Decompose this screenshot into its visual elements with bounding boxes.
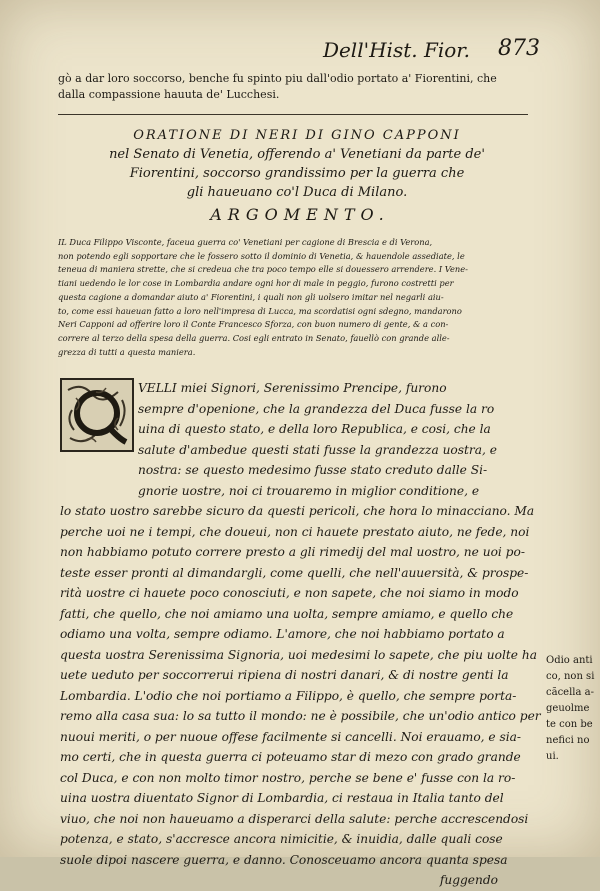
marginal-note-line: te con be (546, 719, 593, 730)
body-line: remo alla casa sua: lo sa tutto il mondo: ne è possibile, che un'odio antico per (60, 709, 541, 723)
body-line: Lombardia. L'odio che noi portiamo a Filippo, è quello, che sempre porta- (60, 688, 517, 703)
section-rule (58, 114, 528, 115)
body-line: teste esser pronti al dimandargli, come quelli, che nell'auuersità, & prospe- (60, 565, 529, 580)
argomento-line: grezza di tutti a questa maniera. (58, 346, 196, 357)
body-line: suole dipoi nascere guerra, e danno. Conosceuamo ancora quanta spesa (60, 852, 508, 867)
marginal-note-line: nefici no (546, 735, 590, 746)
body-line: odiamo una volta, sempre odiamo. L'amore, che noi habbiamo portato a (60, 627, 505, 641)
oration-title (62, 126, 532, 202)
body-line: non habbiamo potuto correre presto a gli rimedij del mal uostro, ne uoi po- (60, 545, 525, 559)
argomento-line: correre al terzo della spesa della guerra. Cosi egli entrato in Senato, fauellò con grande alle- (58, 332, 450, 343)
oration-title-line: gli haueuano co'l Duca di Milano. (186, 185, 408, 200)
top-line: gò a dar loro soccorso, benche fu spinto piu dall'odio portato a' Fiorentini, che (58, 72, 497, 85)
body-line: questa uostra Serenissima Signoria, uoi medesimi lo sapete, che piu uolte ha (60, 647, 537, 662)
marginal-note-line: Odio anti (546, 655, 593, 666)
body-line: nostra: se questo medesimo fusse stato creduto dalle Si- (138, 463, 488, 477)
body-line: salute d'ambedue questi stati fusse la grandezza uostra, e (138, 442, 497, 457)
catchword: fuggendo (439, 873, 498, 887)
argomento-line: tiani uedendo le lor cose in Lombardia andare ogni hor di male in peggio, furono costretti per (58, 278, 454, 289)
argomento-line: Neri Capponi ad offerire loro il Conte Francesco Sforza, con buon numero di gente, & a con- (58, 319, 449, 330)
body-line: uete ueduto per soccorrerui ripiena di nostri danari, & di nostre genti la (60, 668, 509, 682)
oration-body (60, 378, 541, 891)
marginal-note-line: geuolme (546, 703, 590, 714)
body-line: rità uostre ci hauete poco conosciuti, e non sapete, che noi siamo in modo (60, 586, 519, 600)
marginal-note-line: cãcella a- (546, 687, 594, 698)
oration-title-line: nel Senato di Venetia, offerendo a' Venetiani da parte de' (109, 147, 485, 162)
argomento-summary (58, 236, 536, 359)
top-line: dalla compassione hauuta de' Lucchesi. (58, 88, 280, 101)
body-line: mo certi, che in questa guerra ci poteuamo star di mezo con grado grande (60, 750, 521, 764)
oration-title-line: ORATIONE DI NERI DI GINO CAPPONI (133, 128, 461, 143)
body-line: perche uoi ne i tempi, che doueui, non ci hauete prestato aiuto, ne fede, noi (60, 524, 530, 539)
page-number: 873 (498, 36, 540, 61)
argomento-line: non potendo egli sopportare che le fossero sotto il dominio di Venetia, & hauendole assediate, le (58, 250, 465, 261)
argomento-line: questa cagione a domandar aiuto a' Fiorentini, i quali non gli uolsero imitar nel negarli aiu- (58, 291, 444, 302)
body-line: col Duca, e con non molto timor nostro, perche se bene e' fusse con la ro- (60, 770, 516, 785)
body-line: potenza, e stato, s'accresce ancora nimicitie, & inuidia, dalle quali cose (60, 832, 503, 846)
body-line: gnorie uostre, noi ci trouaremo in miglior conditione, e (138, 483, 480, 498)
body-line: lo stato uostro sarebbe sicuro da questi pericoli, che hora lo minacciano. Ma (60, 504, 535, 518)
running-head: Dell'Hist. Fior. (322, 38, 470, 62)
argomento-line: IL Duca Filippo Visconte, faceua guerra co' Venetiani per cagione di Brescia e di Verona, (58, 237, 433, 247)
body-line: uina uostra diuentato Signor di Lombardia, ci restaua in Italia tanto del (60, 791, 504, 805)
argomento-line: to, come essi haueuan fatto a loro nell'impresa di Lucca, ma scordatisi ogni sdegno, mandarono (58, 305, 462, 316)
oration-title-line: Fiorentini, soccorso grandissimo per la guerra che (129, 166, 465, 181)
body-line: uina di questo stato, e della loro Republica, e cosi, che la (138, 422, 491, 436)
body-line: sempre d'openione, che la grandezza del Duca fusse la ro (138, 401, 495, 416)
argomento-heading: ARGOMENTO. (210, 205, 390, 224)
body-line: viuo, che noi non haueuamo a disperarci della salute: perche accrescendosi (60, 811, 529, 826)
body-line: nuoui meriti, o per nuoue offese facilmente si cancelli. Noi erauamo, e sia- (60, 729, 522, 744)
argomento-line: teneua di maniera strette, che si credeua che tra poco tempo elle si douessero arrendere. I Vene- (58, 264, 468, 275)
body-line: fatti, che quello, che noi amiamo una uolta, sempre amiamo, e quello che (60, 606, 514, 621)
body-line: VELLI miei Signori, Serenissimo Prencipe, furono (138, 381, 447, 395)
marginal-note (546, 653, 600, 765)
marginal-note-line: co, non si (546, 671, 595, 682)
marginal-note-line: ui. (546, 751, 559, 762)
